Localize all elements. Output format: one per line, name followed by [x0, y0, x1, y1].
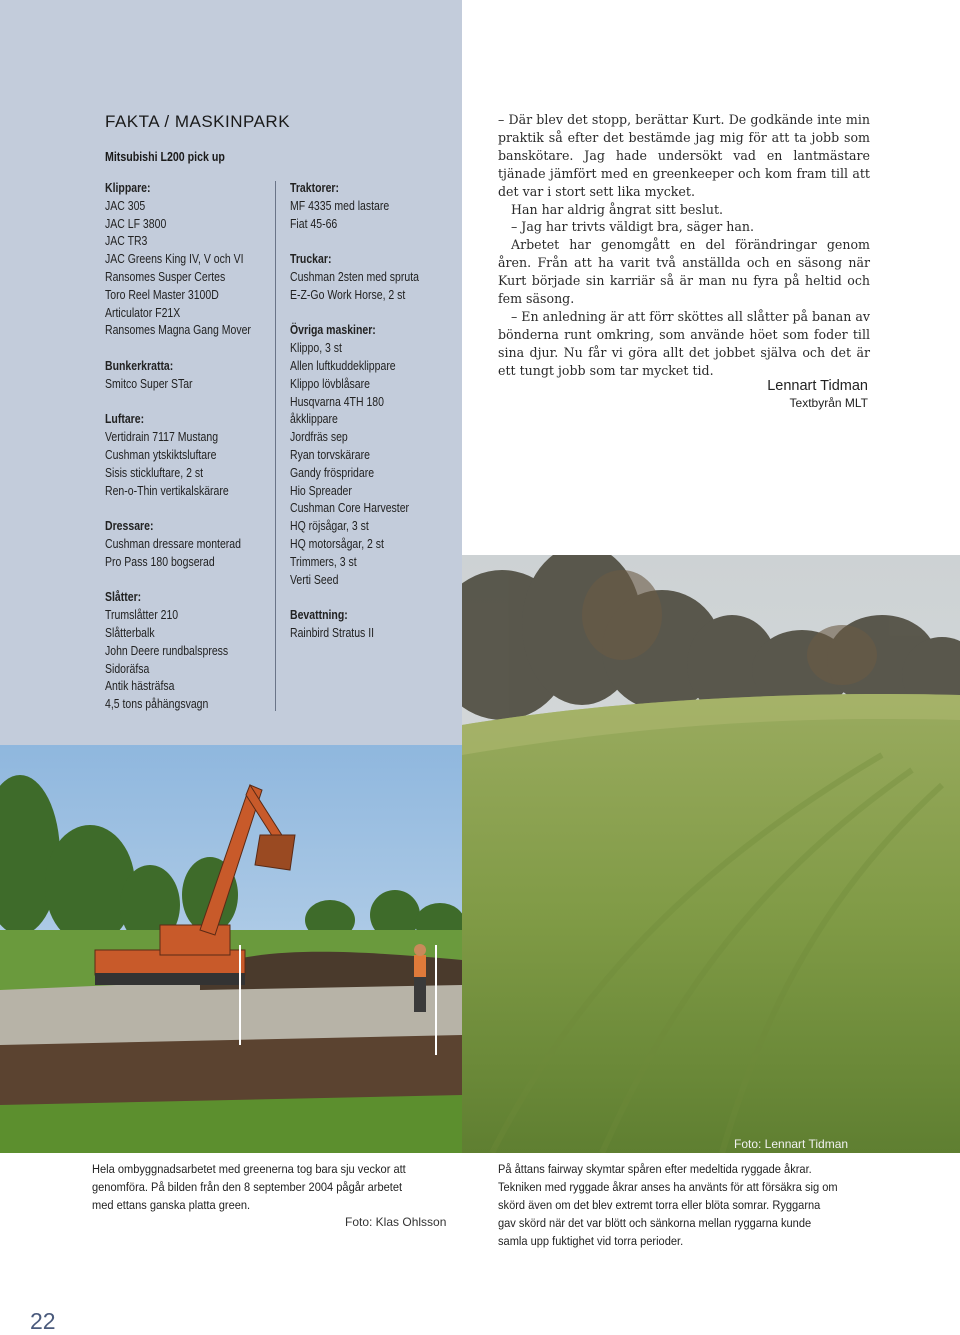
fact-item: Sisis stickluftare, 2 st	[105, 465, 204, 480]
fact-item: Fiat 45-66	[290, 216, 338, 231]
fact-item: Cushman dressare monterad	[105, 536, 241, 551]
fact-category: Bevattning:	[290, 608, 348, 623]
article-paragraph: – Jag har trivts väldigt bra, säger han.	[511, 219, 755, 235]
fact-item: åkklippare	[290, 412, 338, 427]
fact-item: Trimmers, 3 st	[290, 554, 357, 569]
fact-group	[105, 589, 273, 714]
article-text	[498, 111, 870, 380]
fact-category: Övriga maskiner:	[290, 323, 376, 338]
fact-group	[290, 180, 458, 233]
fact-item: Klippo, 3 st	[290, 341, 342, 356]
fact-item: Cushman Core Harvester	[290, 501, 410, 516]
fact-item: Slåtterbalk	[105, 625, 155, 640]
fact-item: Allen luftkuddeklippare	[290, 358, 396, 373]
fact-group	[105, 358, 273, 394]
photo-credit-left: Foto: Klas Ohlsson	[345, 1215, 447, 1229]
fact-item: E-Z-Go Work Horse, 2 st	[290, 287, 406, 302]
fact-item: Smitco Super STar	[105, 376, 193, 391]
fact-right-column	[290, 180, 490, 661]
fact-item: HQ röjsågar, 3 st	[290, 519, 369, 534]
excavator-photo	[0, 745, 462, 1153]
fact-item: HQ motorsågar, 2 st	[290, 536, 384, 551]
fact-item: Ryan torvskärare	[290, 447, 370, 462]
fact-item: Husqvarna 4TH 180	[290, 394, 384, 409]
caption-right: På åttans fairway skymtar spåren efter medeltida ryggade åkrar. Tekniken med ryggade åkrar anses ha använts för att försäkra sig om skörd även om det blev extremt torra eller blöta somrar. Ryggarna gav skörd när det var blött och sänkorna mellan ryggarna kunde samla upp fuktighet vid torra perioder.	[498, 1162, 838, 1248]
fact-item: Sidoräfsa	[105, 661, 150, 676]
article-paragraph: Han har aldrig ångrat sitt beslut.	[511, 201, 724, 217]
fact-category: Klippare:	[105, 181, 151, 195]
fact-item: Klippo lövblåsare	[290, 376, 370, 391]
fact-group	[290, 607, 458, 643]
fact-category: Dressare:	[105, 519, 154, 534]
fact-category: Truckar:	[290, 252, 332, 267]
fact-item: JAC 305	[105, 198, 146, 213]
fact-category: Slåtter:	[105, 590, 142, 605]
fact-item: MF 4335 med lastare	[290, 198, 390, 213]
photo-credit-right: Foto: Lennart Tidman	[734, 1137, 849, 1151]
author-agency: Textbyrån MLT	[789, 396, 868, 410]
article-paragraph: Arbetet har genomgått en del förändringar genom åren. Från att ha varit två anställda och en säsong när Kurt började sin karriär så är man nu fyra på heltid och fem säsong.	[498, 237, 870, 307]
byline	[767, 378, 868, 410]
fact-category: Luftare:	[105, 412, 145, 427]
fact-group	[105, 180, 273, 340]
fact-item: Rainbird Stratus II	[290, 625, 375, 640]
page-number: 22	[30, 1308, 56, 1334]
fact-item: Cushman ytskiktsluftare	[105, 447, 217, 462]
fact-item: Jordfräs sep	[290, 430, 348, 445]
fact-box-title: FAKTA / MASKINPARK	[105, 112, 291, 131]
fact-category: Traktorer:	[290, 181, 340, 195]
fairway-photo	[462, 555, 960, 1153]
fact-item: Toro Reel Master 3100D	[105, 287, 219, 302]
fact-item: Articulator F21X	[105, 305, 181, 320]
fact-item: JAC LF 3800	[105, 216, 167, 231]
fact-item: Antik hästräfsa	[105, 679, 175, 694]
caption-left: Hela ombyggnadsarbetet med greenerna tog bara sju veckor att genomföra. På bilden från den 8 september 2004 pågår arbetet med ettans ganska platta green.	[92, 1162, 406, 1212]
fact-item: Pro Pass 180 bogserad	[105, 554, 215, 569]
fact-item: Ren-o-Thin vertikalskärare	[105, 483, 229, 498]
fact-item: JAC Greens King IV, V och VI	[105, 252, 244, 267]
author-name: Lennart Tidman	[767, 378, 868, 394]
fact-item: Cushman 2sten med spruta	[290, 269, 419, 284]
fact-item: JAC TR3	[105, 234, 148, 249]
fact-item: Trumslåtter 210	[105, 608, 179, 623]
column-divider	[275, 181, 276, 711]
article-paragraph: – Där blev det stopp, berättar Kurt. De godkände inte min praktik så efter det bestämde jag mig för att ta jobb som banskötare. Jag hade undersökt vad en lantmästare tjänade jämfört med en greenkeeper och kom fram till att det var i stort sett lika mycket.	[498, 112, 870, 199]
fact-item: Ransomes Susper Certes	[105, 269, 226, 284]
fact-box-subtitle: Mitsubishi L200 pick up	[105, 150, 225, 164]
fact-item: Hio Spreader	[290, 483, 352, 498]
article-paragraph: – En anledning är att förr sköttes all slåtter på banan av bönderna runt omkring, som använde höet som foder till sina djur. Nu får vi göra allt det jobbet själva och det är ett tungt jobb som tar mycket tid.	[498, 308, 870, 378]
fact-group	[105, 518, 273, 571]
fact-group	[105, 411, 273, 500]
fact-box	[0, 0, 462, 745]
fact-category: Bunkerkratta:	[105, 358, 174, 373]
fact-item: Gandy fröspridare	[290, 465, 375, 480]
fact-group	[290, 251, 458, 304]
fact-item: John Deere rundbalspress	[105, 643, 229, 658]
fact-item: Verti Seed	[290, 572, 339, 587]
fact-item: Vertidrain 7117 Mustang	[105, 430, 219, 445]
fact-item: Ransomes Magna Gang Mover	[105, 323, 251, 338]
fact-group	[290, 322, 458, 589]
fact-item: 4,5 tons påhängsvagn	[105, 697, 209, 712]
